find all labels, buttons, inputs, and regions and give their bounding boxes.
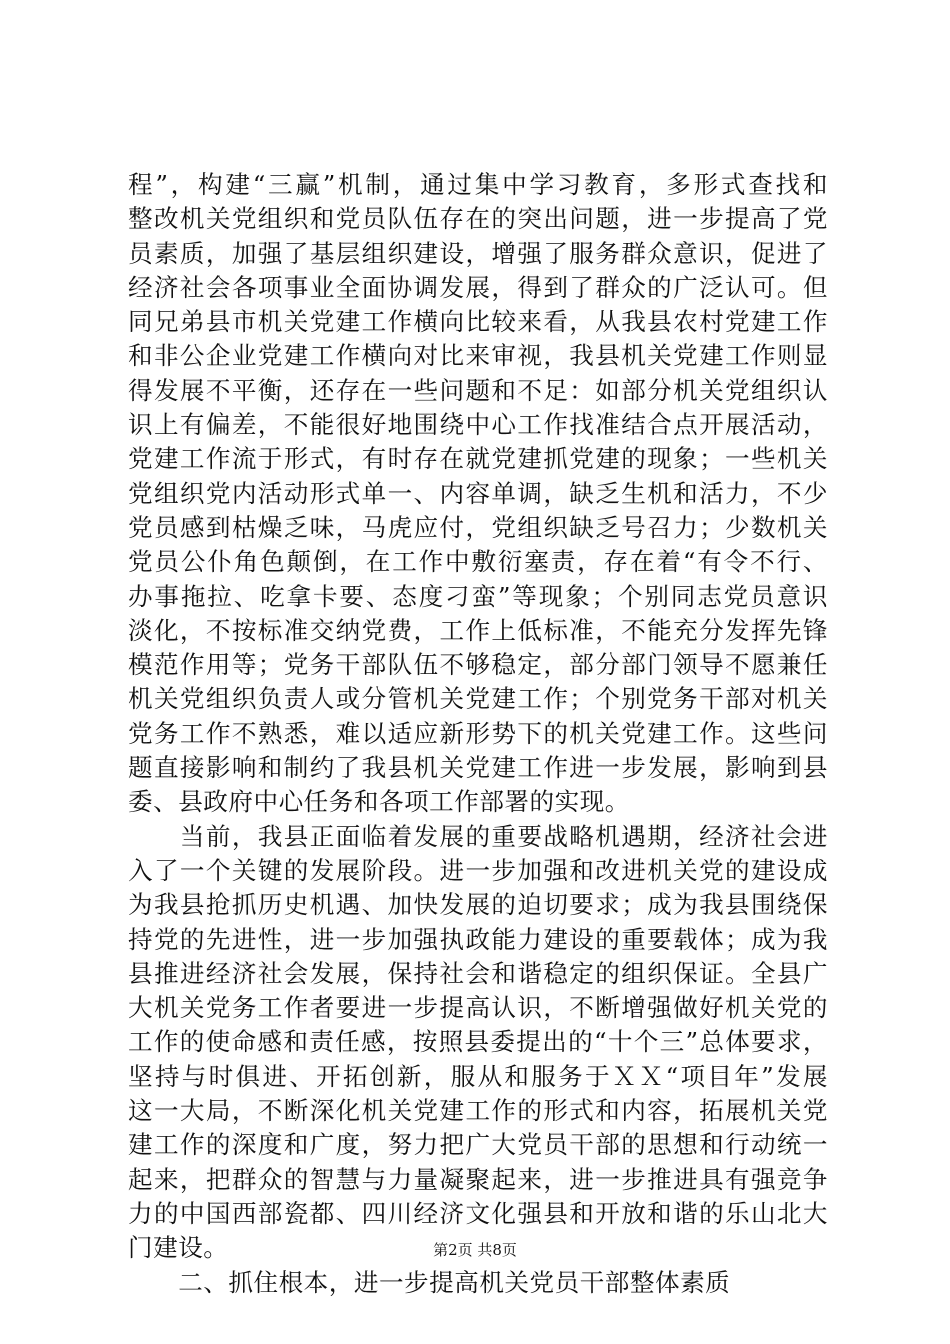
body-text <box>128 168 828 1300</box>
text-line: 大机关党务工作者要进一步提高认识，不断增强做好机关党的 <box>128 993 828 1023</box>
text-line: 这一大局，不断深化机关党建工作的形式和内容，拓展机关党 <box>128 1096 828 1126</box>
text-line: 力的中国西部瓷都、四川经济文化强县和开放和谐的乐山北大 <box>128 1198 828 1228</box>
text-line: 机关党组织负责人或分管机关党建工作；个别党务干部对机关 <box>128 684 828 714</box>
page-footer: 第2页 共8页 <box>433 1241 517 1259</box>
text-line: 得发展不平衡，还存在一些问题和不足：如部分机关党组织认 <box>128 375 828 405</box>
text-line: 为我县抢抓历史机遇、加快发展的迫切要求；成为我县围绕保 <box>128 890 828 920</box>
text-line: 同兄弟县市机关党建工作横向比较来看，从我县农村党建工作 <box>128 307 828 337</box>
text-line: 持党的先进性，进一步加强执政能力建设的重要载体；成为我 <box>128 924 828 954</box>
section-heading: 二、抓住根本，进一步提高机关党员干部整体素质 <box>128 1267 731 1297</box>
text-line: 识上有偏差，不能很好地围绕中心工作找准结合点开展活动， <box>128 410 828 440</box>
text-line: 经济社会各项事业全面协调发展，得到了群众的广泛认可。但 <box>128 272 828 302</box>
text-line: 入了一个关键的发展阶段。进一步加强和改进机关党的建设成 <box>128 855 828 885</box>
text-line: 员素质，加强了基层组织建设，增强了服务群众意识，促进了 <box>128 238 828 268</box>
text-line: 党建工作流于形式，有时存在就党建抓党建的现象；一些机关 <box>128 444 828 474</box>
text-line: 办事拖拉、吃拿卡要、态度刁蛮”等现象；个别同志党员意识 <box>128 581 828 611</box>
text-line: 建工作的深度和广度，努力把广大党员干部的思想和行动统一 <box>128 1130 828 1160</box>
text-line: 整改机关党组织和党员队伍存在的突出问题，进一步提高了党 <box>128 204 828 234</box>
text-line: 坚持与时俱进、开拓创新，服从和服务于ＸＸ“项目年”发展 <box>128 1061 828 1091</box>
text-line: 和非公企业党建工作横向对比来审视，我县机关党建工作则显 <box>128 341 828 371</box>
text-line: 题直接影响和制约了我县机关党建工作进一步发展，影响到县 <box>128 753 828 783</box>
text-line: 淡化，不按标准交纳党费，工作上低标准，不能充分发挥先锋 <box>128 615 828 645</box>
text-line: 起来，把群众的智慧与力量凝聚起来，进一步推进具有强竞争 <box>128 1164 828 1194</box>
text-line: 工作的使命感和责任感，按照县委提出的“十个三”总体要求， <box>128 1027 828 1057</box>
paragraph-end-line: 门建设。 <box>128 1233 229 1263</box>
text-line: 模范作用等；党务干部队伍不够稳定，部分部门领导不愿兼任 <box>128 650 828 680</box>
paragraph-end-line: 委、县政府中心任务和各项工作部署的实现。 <box>128 787 630 817</box>
text-line: 程”，构建“三赢”机制，通过集中学习教育，多形式查找和 <box>128 170 828 199</box>
text-line: 党员感到枯燥乏味，马虎应付，党组织缺乏号召力；少数机关 <box>128 512 828 542</box>
text-line: 县推进经济社会发展，保持社会和谐稳定的组织保证。全县广 <box>128 958 828 988</box>
text-line: 党组织党内活动形式单一、内容单调，缺乏生机和活力，不少 <box>128 478 828 508</box>
text-line: 党务工作不熟悉，难以适应新形势下的机关党建工作。这些问 <box>128 718 828 748</box>
text-line: 党员公仆角色颠倒，在工作中敷衍塞责，存在着“有令不行、 <box>128 547 828 577</box>
paragraph-start-line: 当前，我县正面临着发展的重要战略机遇期，经济社会进 <box>128 821 828 851</box>
